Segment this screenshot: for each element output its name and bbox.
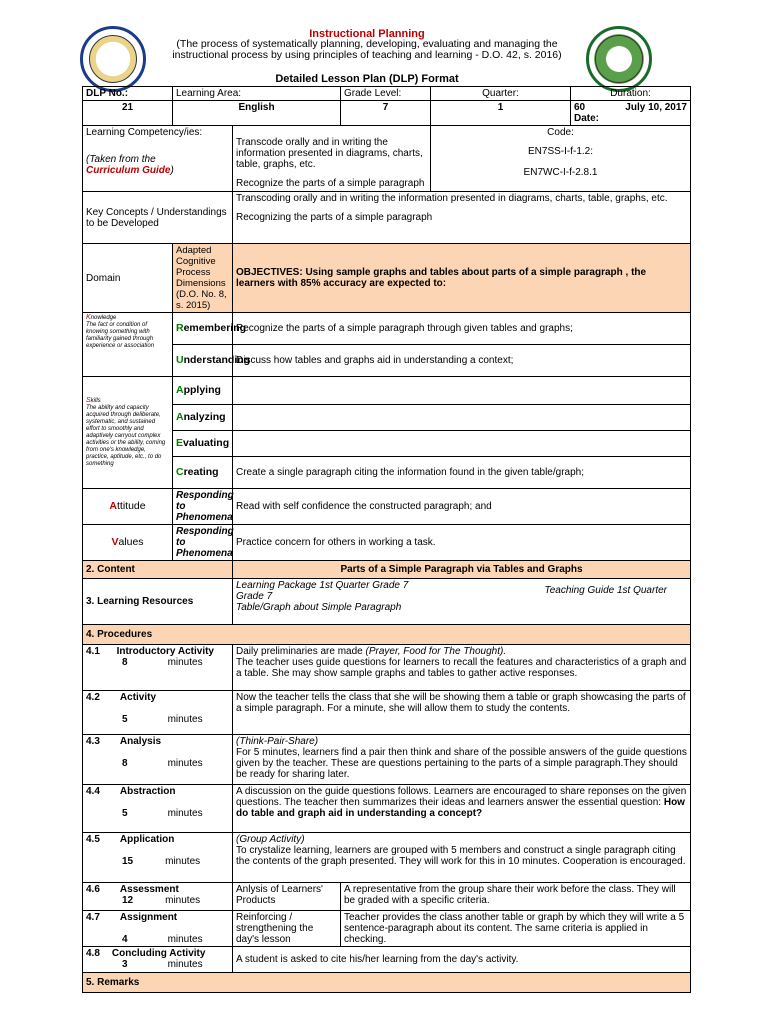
minutes-word: minutes [167, 657, 203, 668]
step-text: Teacher provides the class another table or graph by which they will write a 5 sentence-paragraph about its content. The same criteria is applied in checking. [341, 911, 691, 947]
duration-label: Duration: [610, 88, 651, 99]
minutes-word: minutes [165, 895, 201, 906]
key-concept-line2: Recognizing the parts of a simple paragraph [236, 212, 433, 223]
taken-from: (Taken from the [86, 154, 156, 165]
step-text: For 5 minutes, learners find a pair then think and share of the possible answers of the guide questions given by the teacher. These are questions pertaining to the parts of a simple paragraph.They should be ready for sharing later. [236, 747, 687, 780]
remembering-letter: R [176, 322, 184, 334]
competency-line2: Recognize the parts of a simple paragraph [236, 178, 425, 189]
key-concept-line1: Transcoding orally and in writing the information presented in diagrams, charts, table, graphs, etc. [236, 193, 668, 204]
deped-seal-icon [80, 26, 146, 92]
step-num: 4.6 [86, 884, 100, 895]
minutes-word: minutes [167, 758, 203, 769]
remarks-label: 5. Remarks [83, 973, 691, 993]
step-num: 4.3 [86, 736, 100, 747]
process-label: Adapted Cognitive Process Dimensions (D.O. No. 8, s. 2015) [173, 244, 233, 313]
learning-area: English [173, 101, 341, 126]
content-label: 2. Content [83, 561, 233, 579]
step-min: 8 [122, 758, 128, 769]
analyzing-rest: nalyzing [183, 411, 226, 423]
understanding-letter: U [176, 354, 184, 366]
step-num: 4.7 [86, 912, 100, 923]
step-name: Assessment [119, 884, 179, 895]
procedures-label: 4. Procedures [83, 625, 691, 645]
curriculum-guide: Curriculum Guide [86, 165, 171, 176]
step-num: 4.5 [86, 834, 100, 845]
attitude-objective: Read with self confidence the constructed paragraph; and [233, 489, 691, 525]
remembering-rest: emembering [183, 322, 247, 334]
knowledge-k: K [86, 314, 91, 321]
step-name: Assignment [119, 912, 178, 923]
duration: 60 [574, 102, 586, 113]
learning-area-label: Learning Area: [173, 87, 341, 101]
skills-rest: kills [90, 398, 101, 404]
code2: EN7WC-I-f-2.8.1 [523, 167, 598, 178]
grade-level: 7 [341, 101, 431, 126]
values-letter: V [111, 536, 119, 548]
remembering-objective: Recognize the parts of a simple paragraph through given tables and graphs; [233, 313, 691, 345]
skills-s: S [86, 397, 91, 404]
step-italic: (Think-Pair-Share) [236, 736, 319, 747]
creating-letter: C [176, 466, 184, 478]
lesson-plan-table [82, 86, 691, 993]
minutes-word: minutes [165, 856, 201, 867]
competency-label: Learning Competency/ies: [86, 127, 203, 138]
minutes-word: minutes [167, 714, 203, 725]
evaluating-objective [233, 431, 691, 457]
minutes-word: minutes [167, 959, 203, 970]
values-rest: alues [118, 536, 144, 548]
essential-question: How do table and graph aid in understanding a concept? [236, 797, 685, 819]
understanding-rest: nderstanding [183, 354, 251, 366]
evaluating-letter: E [176, 437, 184, 449]
resource-line3: Table/Graph about Simple Paragraph [236, 602, 402, 613]
quarter: 1 [431, 101, 571, 126]
step-name: Analysis [119, 736, 162, 747]
step-text: The teacher uses guide questions for learners to recall the features and characteristics of a graph and a table. She may show sample graphs and tables to gather active responses. [236, 657, 687, 679]
attitude-level: Responding to Phenomena [173, 489, 233, 525]
step-italic: (Prayer, Food for The Thought). [365, 646, 507, 657]
step-name: Application [119, 834, 175, 845]
step-sub: Anlysis of Learners' Products [233, 883, 341, 911]
step-text: To crystalize learning, learners are grouped with 5 members and construct a single paragraph citing the contents of the graph presented. They will work for this in 10 minutes. Cooperation is encouraged. [236, 845, 686, 867]
key-concepts-label: Key Concepts / Understandings to be Developed [83, 192, 233, 244]
step-text: A representative from the group share their work before the class. They will be graded with a specific criteria. [341, 883, 691, 911]
step-name: Introductory Activity [116, 646, 214, 657]
step-text: Daily preliminaries are made [236, 646, 366, 657]
knowledge-desc: The fact or condition of knowing something with familiarity gained through experience or association [86, 322, 155, 349]
step-text: A student is asked to cite his/her learning from the day's activity. [233, 947, 691, 973]
step-italic: (Group Activity) [236, 834, 305, 845]
step-num: 4.1 [86, 646, 100, 657]
competency-line1: Transcode orally and in writing the information presented in diagrams, charts, table, graphs, etc. [236, 137, 423, 170]
analyzing-objective [233, 405, 691, 431]
division-seal-icon [586, 26, 652, 92]
values-level: Responding to Phenomena [173, 525, 233, 561]
values-objective: Practice concern for others in working a task. [233, 525, 691, 561]
domain-label: Domain [83, 244, 173, 313]
minutes-word: minutes [167, 808, 203, 819]
step-min: 5 [122, 714, 128, 725]
code-label: Code: [547, 127, 574, 138]
step-name: Abstraction [119, 786, 176, 797]
code1: EN7SS-I-f-1.2: [527, 146, 594, 157]
attitude-letter: A [109, 500, 117, 512]
applying-objective [233, 377, 691, 405]
step-num: 4.8 [86, 948, 100, 959]
step-min: 8 [122, 657, 128, 668]
content-value: Parts of a Simple Paragraph via Tables and Graphs [233, 561, 691, 579]
resource-line2: Grade 7 [236, 591, 273, 602]
resource-line1: Learning Package 1st Quarter Grade 7 [236, 580, 409, 591]
grade-level-label: Grade Level: [341, 87, 431, 101]
step-text: A discussion on the guide questions follows. Learners are encouraged to share reponses on the given questions. The teacher then summarizes their ideas and learners answer the essential question: [236, 786, 687, 808]
quarter-label: Quarter: [431, 87, 571, 101]
evaluating-rest: valuating [183, 437, 230, 449]
close-paren: ) [170, 165, 174, 176]
resources-label: 3. Learning Resources [83, 579, 233, 625]
applying-rest: pplying [183, 384, 221, 396]
step-min: 15 [122, 856, 134, 867]
understanding-objective: Discuss how tables and graphs aid in understanding a context; [233, 345, 691, 377]
step-name: Activity [119, 692, 157, 703]
step-num: 4.2 [86, 692, 100, 703]
knowledge-rest: nowledge [90, 315, 117, 321]
step-name: Concluding Activity [111, 948, 206, 959]
step-text: Now the teacher tells the class that she will be showing them a table or graph showcasing the parts of a simple paragraph. For a minute, she will allow them to study the contents. [233, 691, 691, 735]
applying-letter: A [176, 384, 184, 396]
format-title: Detailed Lesson Plan (DLP) Format [275, 73, 459, 85]
step-min: 3 [122, 959, 128, 970]
page-subtitle: (The process of systematically planning, developing, evaluating and managing the instructional process by using principles of teaching and learning - D.O. 42, s. 2016) [172, 38, 562, 61]
step-sub: Reinforcing / strengthening the day's lesson [233, 911, 341, 947]
page-title: Instructional Planning [309, 28, 425, 40]
minutes-word: minutes [167, 934, 203, 945]
step-min: 4 [122, 934, 128, 945]
teaching-guide: Teaching Guide 1st Quarter [544, 585, 667, 596]
creating-objective: Create a single paragraph citing the information found in the given table/graph; [233, 457, 691, 489]
date: July 10, 2017 [625, 102, 687, 113]
objectives-text: OBJECTIVES: Using sample graphs and tables about parts of a simple paragraph , the learners with 85% accuracy are expected to: [233, 244, 691, 313]
step-min: 12 [122, 895, 134, 906]
date-label: Date: [574, 113, 600, 124]
dlp-no: 21 [83, 101, 173, 126]
creating-rest: reating [183, 466, 219, 478]
step-num: 4.4 [86, 786, 100, 797]
attitude-rest: ttitude [116, 500, 146, 512]
page-header [0, 0, 768, 84]
skills-desc: The ability and capacity acquired through deliberate, systematic, and sustained effort to smoothly and adaptively carryout complex activities or the ability, coming from one's knowledge, practice, aptitude, etc., to do something [86, 405, 166, 467]
dlp-no-label: DLP No.: [83, 87, 173, 101]
step-min: 5 [122, 808, 128, 819]
analyzing-letter: A [176, 411, 184, 423]
